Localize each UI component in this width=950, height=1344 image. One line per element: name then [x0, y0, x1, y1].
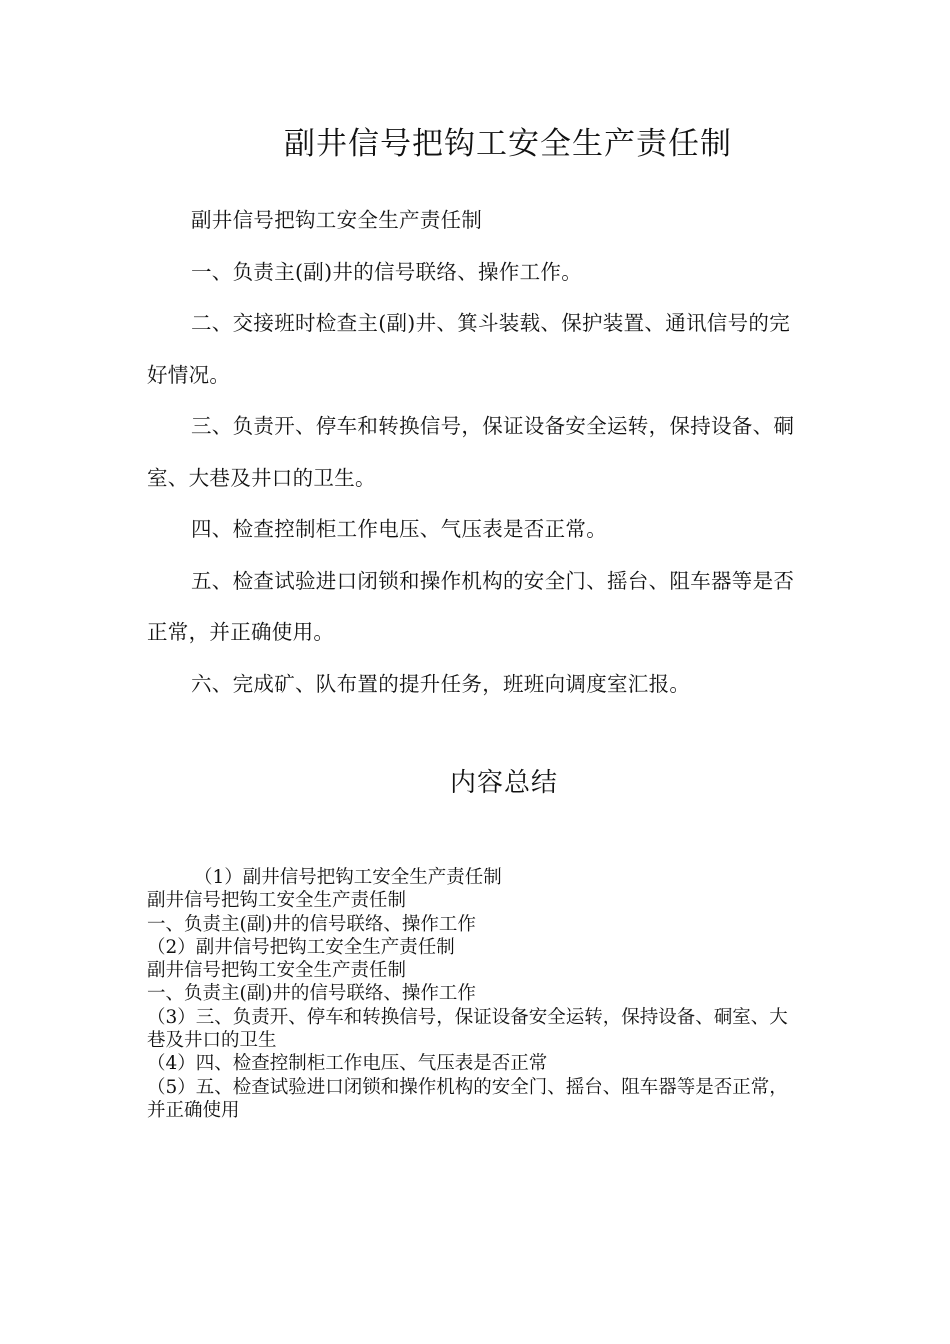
- summary-line: 一、负责主(副)井的信号联络、操作工作: [147, 913, 476, 935]
- summary-line: （5）五、检查试验进口闭锁和操作机构的安全门、摇台、阻车器等是否正常，并正确使用: [147, 1076, 788, 1121]
- body-paragraph: 三、负责开、停车和转换信号，保证设备安全运转，保持设备、硐室、大巷及井口的卫生。: [147, 414, 795, 490]
- summary-line: （1）副井信号把钩工安全生产责任制: [194, 867, 502, 888]
- body-paragraph: 副井信号把钩工安全生产责任制: [191, 208, 483, 232]
- summary-list: [147, 866, 803, 1122]
- summary-line: （2）副井信号把钩工安全生产责任制: [147, 936, 455, 958]
- body-paragraph: 四、检查控制柜工作电压、气压表是否正常。: [191, 517, 607, 541]
- summary-line: （4）四、检查控制柜工作电压、气压表是否正常: [147, 1053, 548, 1075]
- document-body: [147, 195, 802, 710]
- body-paragraph: 五、检查试验进口闭锁和操作机构的安全门、摇台、阻车器等是否正常，并正确使用。: [147, 568, 795, 644]
- body-paragraph: 二、交接班时检查主(副)井、箕斗装载、保护装置、通讯信号的完好情况。: [147, 311, 790, 387]
- summary-line: 副井信号把钩工安全生产责任制: [147, 890, 407, 912]
- summary-line: 一、负责主(副)井的信号联络、操作工作: [147, 983, 476, 1005]
- document-title: 副井信号把钩工安全生产责任制: [284, 126, 732, 162]
- body-paragraph: 六、完成矿、队布置的提升任务，班班向调度室汇报。: [191, 671, 691, 696]
- body-paragraph: 一、负责主(副)井的信号联络、操作工作。: [191, 259, 582, 284]
- summary-title: 内容总结: [449, 768, 558, 798]
- summary-line: （3）三、负责开、停车和转换信号，保证设备安全运转，保持设备、硐室、大巷及井口的卫生: [147, 1006, 788, 1052]
- summary-line: 副井信号把钩工安全生产责任制: [147, 960, 407, 982]
